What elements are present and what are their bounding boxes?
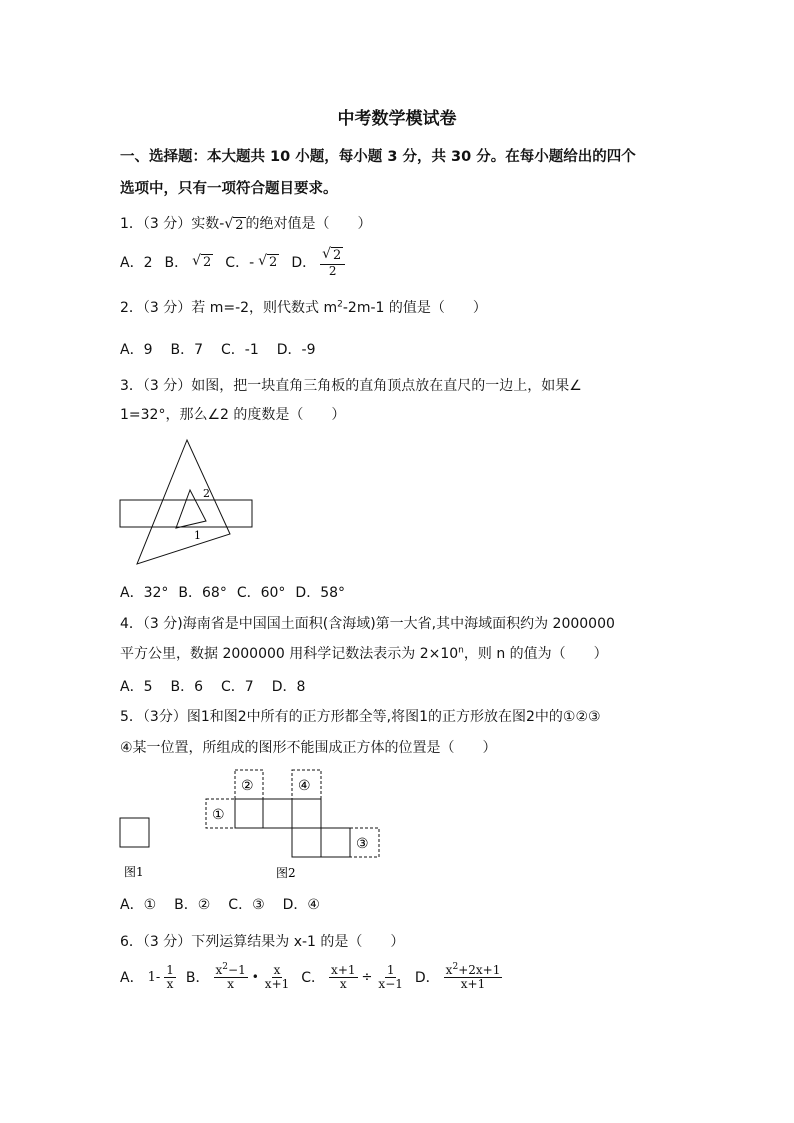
figure-1-square — [120, 818, 149, 847]
page-title: 中考数学模试卷 — [337, 109, 457, 129]
option-c[interactable]: C．-1 — [221, 342, 259, 358]
figure-2-label: 图2 — [276, 866, 296, 880]
section-heading-line2: 选项中，只有一项符合题目要求。 — [120, 181, 338, 197]
option-a[interactable]: A．2 — [120, 255, 153, 272]
option-b[interactable]: B．7 — [170, 342, 203, 358]
option-c[interactable]: C．7 — [221, 679, 254, 695]
cube-net-figure — [110, 765, 400, 885]
option-a[interactable]: A．5 — [120, 679, 153, 695]
option-a[interactable]: A．① — [120, 897, 157, 913]
question-4-line1: 4．（3 分)海南省是中国国土面积(含海域)第一大省,其中海域面积约为 2000000 — [120, 616, 615, 632]
figure-1-label: 图1 — [124, 865, 144, 879]
ruler-triangle-figure — [110, 435, 270, 570]
option-d[interactable]: D．-9 — [276, 342, 316, 358]
question-6-options — [120, 963, 502, 991]
circled-1: ① — [212, 807, 225, 823]
option-c[interactable]: C．- √ 2 — [225, 253, 278, 272]
option-c[interactable]: C．③ — [228, 897, 265, 913]
inner-triangle — [176, 490, 206, 528]
option-c[interactable]: C． $\frac{x+1}{x}$ ÷ $\frac{1}{x-1}$ — [301, 962, 403, 991]
option-b[interactable]: B． $\frac{x^2-1}{x}$ • $\frac{x}{x+1}$ — [185, 962, 290, 992]
option-b[interactable]: B．68° — [178, 585, 227, 601]
question-1-post: 的绝对值是（ ） — [245, 216, 372, 232]
option-d[interactable]: D． √ 2 2 — [291, 247, 345, 278]
question-5-line1: 5．（3分）图1和图2中所有的正方形都全等,将图1的正方形放在图2中的①②③ — [120, 709, 601, 725]
option-a[interactable]: A． 1- $\frac{1}{x}$ — [120, 962, 174, 991]
angle-2-label: 2 — [203, 487, 210, 500]
circled-3: ③ — [356, 836, 369, 852]
question-2: 2．（3 分）若 m=-2，则代数式 $m^2-2m-1$ 的值是（ ） — [120, 299, 487, 316]
question-5-line2: ④某一位置，所组成的图形不能围成正方体的位置是（ ） — [120, 740, 497, 756]
question-3-line2: 1=32°，那么∠2 的度数是（ ） — [120, 407, 346, 423]
option-b[interactable]: B． √ 2 — [164, 253, 212, 272]
question-4-options — [120, 676, 305, 696]
option-d[interactable]: D．58° — [295, 585, 346, 601]
option-b[interactable]: B．② — [174, 897, 211, 913]
option-d[interactable]: D．④ — [282, 897, 320, 913]
question-2-options — [120, 339, 315, 359]
option-a[interactable]: A．32° — [120, 585, 169, 601]
question-1 — [120, 213, 372, 234]
option-d[interactable]: D． $\frac{x^2+2x+1}{x+1}$ — [414, 962, 501, 992]
option-a[interactable]: A．9 — [120, 342, 153, 358]
option-d[interactable]: D．8 — [271, 679, 306, 695]
question-5-options — [120, 894, 320, 914]
question-6: 6．（3 分）下列运算结果为 x-1 的是（ ） — [120, 934, 405, 950]
circled-2: ② — [241, 778, 254, 794]
ruler-shape — [120, 500, 252, 527]
question-1-options — [120, 247, 345, 278]
angle-1-label: 1 — [194, 529, 201, 542]
circled-4: ④ — [298, 778, 311, 794]
question-3-line1: 3．（3 分）如图，把一块直角三角板的直角顶点放在直尺的一边上，如果∠ — [120, 378, 582, 394]
section-heading-line1: 一、选择题：本大题共 10 小题，每小题 3 分，共 30 分。在每小题给出的四个 — [120, 149, 636, 165]
outer-triangle — [137, 440, 230, 564]
question-1-pre: 1．（3 分）实数- — [120, 216, 225, 232]
sqrt-expr: √ 2 — [224, 216, 244, 233]
question-3-options — [120, 582, 345, 602]
option-c[interactable]: C．60° — [236, 585, 286, 601]
option-b[interactable]: B．6 — [170, 679, 203, 695]
question-4-line2: 平方公里，数据 2000000 用科学记数法表示为 $2\times 10^n$，则 n 的值为（ ） — [120, 645, 608, 662]
